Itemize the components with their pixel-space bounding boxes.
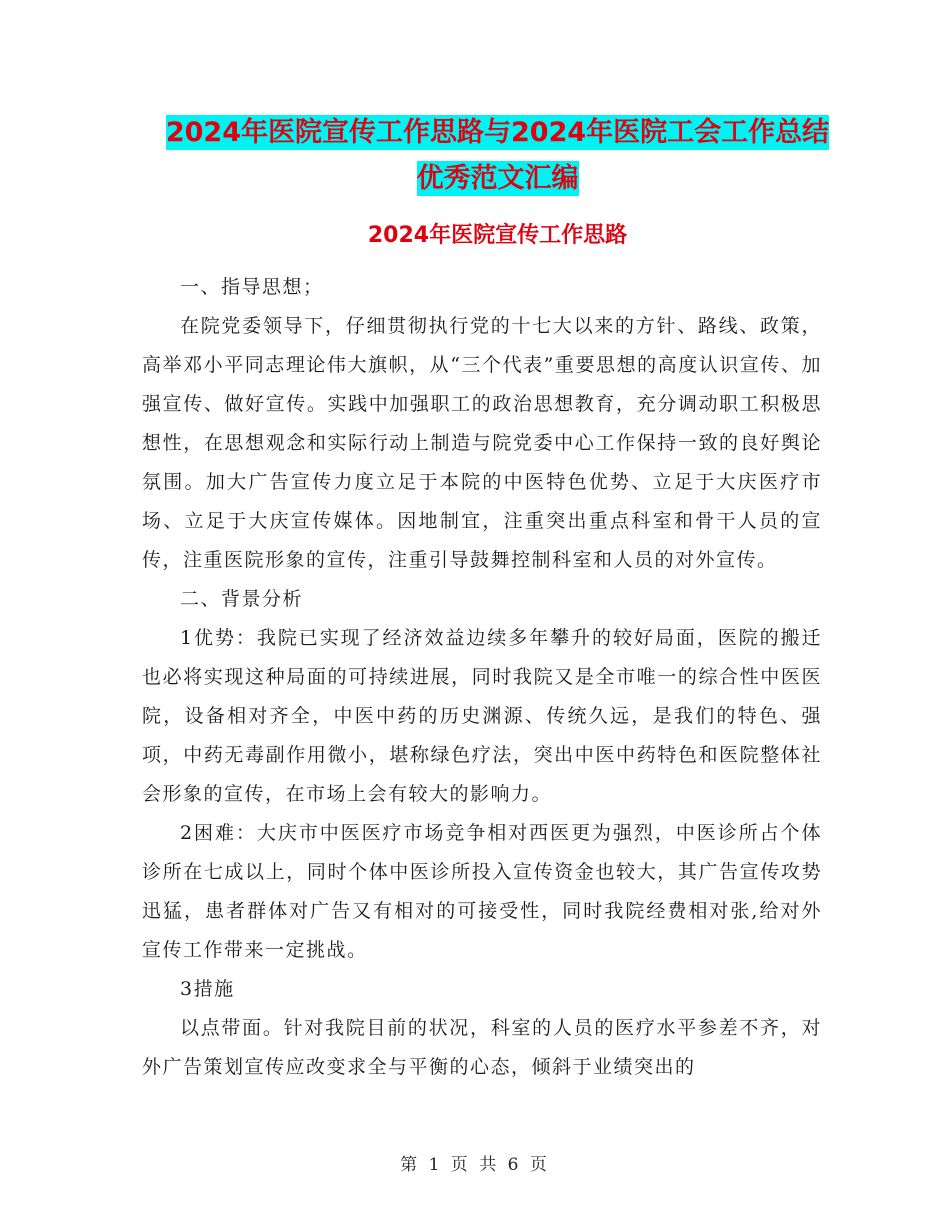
document-title-line1: 2024年医院宣传工作思路与2024年医院工会工作总结	[165, 117, 830, 148]
heading-guiding-ideology: 一、指导思想；	[180, 276, 324, 298]
document-body	[142, 268, 822, 1087]
section-title: 2024年医院宣传工作思路	[367, 223, 628, 248]
paragraph-measures: 以点带面。针对我院目前的状况，科室的人员的医疗水平参差不齐，对外广告策划宣传应改变求全与平衡的心态，倾斜于业绩突出的	[142, 1017, 822, 1078]
paragraph-advantages: 1优势：我院已实现了经济效益边续多年攀升的较好局面，医院的搬迁也必将实现这种局面的可持续进展，同时我院又是全市唯一的综合性中医医院，设备相对齐全，中医中药的历史渊源、传统久远，是我们的特色、强项，中药无毒副作用微小，堪称绿色疗法，突出中医中药特色和医院整体社会形象的宣传，在市场上会有较大的影响力。	[142, 627, 822, 805]
paragraph-difficulties: 2困难：大庆市中医医疗市场竞争相对西医更为强烈，中医诊所占个体诊所在七成以上，同时个体中医诊所投入宣传资金也较大，其广告宣传攻势迅猛，患者群体对广告又有相对的可接受性，同时我院经费相对张,给对外宣传工作带来一定挑战。	[142, 822, 822, 961]
heading-background-analysis: 二、背景分析	[180, 588, 304, 610]
heading-measures: 3措施	[180, 978, 235, 1000]
document-title	[140, 110, 855, 202]
paragraph-guiding-ideology: 在院党委领导下，仔细贯彻执行党的十七大以来的方针、路线、政策，高举邓小平同志理论伟大旗帜，从“三个代表”重要思想的高度认识宣传、加强宣传、做好宣传。实践中加强职工的政治思想教育，充分调动职工积极思想性，在思想观念和实际行动上制造与院党委中心工作保持一致的良好舆论氛围。加大广告宣传力度立足于本院的中医特色优势、立足于大庆医疗市场、立足于大庆宣传媒体。因地制宜，注重突出重点科室和骨干人员的宣传，注重医院形象的宣传，注重引导鼓舞控制科室和人员的对外宣传。	[142, 315, 822, 571]
page-number-footer: 第 1 页 共 6 页	[400, 1155, 550, 1175]
document-title-line2: 优秀范文汇编	[416, 163, 579, 194]
